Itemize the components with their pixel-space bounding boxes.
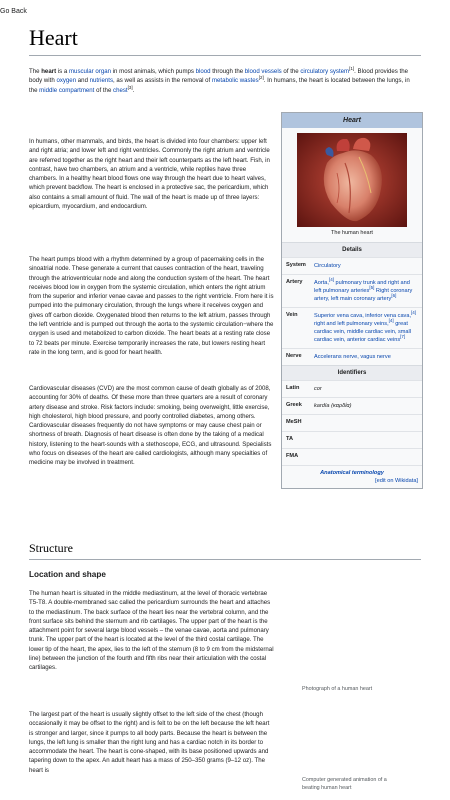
animation-caption: Computer generated animation of a beating human heart	[302, 777, 387, 791]
link-blood-vessels[interactable]: blood vessels	[244, 68, 282, 75]
link-oxygen[interactable]: oxygen	[56, 77, 77, 85]
infobox-row-vein: Vein Superior vena cava, inferior vena cava,[4] right and left pulmonary veins,[4] great cardiac vein, middle cardiac vein, small cardiac vein, anterior cardiac veins[7]	[282, 307, 422, 348]
edit-wikidata-link[interactable]: [edit on Wikidata]	[375, 478, 418, 484]
infobox	[281, 112, 423, 489]
location-paragraph: The human heart is situated in the middle mediastinum, at the level of thoracic vertebrae T5-T8. A double-membraned sac called the pericardium surrounds the heart and attaches to the mediastinum. The back surface of the heart lies near the vertebral column, and the front surface sits behind the sternum and rib cartilages. The upper part of the heart is the attachment point for several large blood vessels – the venae cavae, aorta and pulmonary trunk. The upper part of the heart is located at the level of the third costal cartilage. The lower tip of the heart, the apex, lies to the left of the sternum (8 to 9 cm from the midsternal line) between the junction of the fourth and fifth ribs near their articulation with the costal cartilages.	[29, 590, 274, 672]
link-metabolic-wastes[interactable]: metabolic wastes	[211, 77, 259, 85]
link-blood[interactable]: blood	[195, 68, 211, 75]
infobox-row-artery: Artery Aorta,[4] pulmonary trunk and right and left pulmonary arteries[5] Right coronary artery, left main coronary artery[6]	[282, 274, 422, 307]
rhythm-paragraph: The heart pumps blood with a rhythm determined by a group of pacemaking cells in the sinoatrial node. These generate a current that causes contraction of the heart, traveling through the atrioventricular node and along the conduction system of the heart. The heart receives blood low in oxygen from the systemic circulation, which enters the right atrium from the superior and inferior venae cavae and passes to the right ventricle. From here it is pumped into the pulmonary circulation, through the lungs where it receives oxygen and gives off carbon dioxide. Oxygenated blood then returns to the left atrium, passes through the left ventricle and is pumped out through the aorta to the systemic circulation−where the oxygen is used and metabolized to carbon dioxide. The heart beats at a resting rate close to 72 beats per minute. Exercise temporarily increases the rate, but lowers resting heart rate in the long term, and is good for heart health.	[29, 256, 274, 356]
section-divider	[29, 559, 421, 560]
infobox-details-heading: Details	[282, 242, 422, 257]
photo-caption: Photograph of a human heart	[302, 686, 373, 692]
link-nutrients[interactable]: nutrients	[89, 77, 114, 85]
infobox-caption: The human heart	[331, 230, 373, 236]
link-middle-compartment[interactable]: middle compartment	[39, 86, 95, 94]
link-circulatory-system[interactable]: circulatory system	[300, 68, 350, 75]
infobox-row-system: System Circulatory	[282, 257, 422, 274]
title-divider	[29, 55, 421, 56]
infobox-row-ta: TA	[282, 431, 422, 448]
page-title: Heart	[29, 25, 78, 50]
disease-paragraph: Cardiovascular diseases (CVD) are the most common cause of death globally as of 2008, accounting for 30% of deaths. Of these more than three quarters are a result of coronary artery disease and stroke. Risk factors include: smoking, being overweight, little exercise, high cholesterol, high blood pressure, and poorly controlled diabetes, among others. Cardiovascular diseases frequently do not have symptoms or may cause chest pain or shortness of breath. Diagnosis of heart disease is often done by the taking of a medical history, listening to the heart-sounds with a stethoscope, ECG, and ultrasound. Specialists who focus on diseases of the heart are called cardiologists, although many specialties of medicine may be involved in treatment.	[29, 385, 272, 467]
infobox-row-greek: Greek kardía (καρδία)	[282, 397, 422, 414]
intro-paragraph: The heart is a muscular organ in most animals, which pumps blood through the blood vessels of the circulatory system[1]. Blood provides the body with oxygen and nutrients, as well as assists in the removal of metabolic wastes[2]. In humans, the heart is located between the lungs, in the middle compartment of the chest[3].	[29, 65, 410, 94]
infobox-row-mesh: MeSH	[282, 414, 422, 431]
chambers-paragraph: In humans, other mammals, and birds, the heart is divided into four chambers: upper left and right atria; and lower left and right ventricles. Commonly the right atrium and ventricle are referred together as the right heart and their left counterparts as the left heart. Fish, in contrast, have two chambers, an atrium and a ventricle, while reptiles have three chambers. In a healthy heart blood flows one way through the heart due to heart valves, which prevent backflow. The heart is enclosed in a protective sac, the pericardium, which also contains a small amount of fluid. The wall of the heart is made up of three layers: epicardium, myocardium, and endocardium.	[29, 138, 270, 211]
infobox-identifiers-heading: Identifiers	[282, 365, 422, 380]
go-back-button[interactable]: Go Back	[0, 8, 27, 15]
section-location-heading: Location and shape	[29, 570, 106, 579]
link-chest[interactable]: chest	[113, 86, 128, 94]
link-muscular-organ[interactable]: muscular organ	[68, 68, 111, 75]
shape-paragraph: The largest part of the heart is usually slightly offset to the left side of the chest (though occasionally it may be offset to the right) and is felt to be on the left because the left heart is stronger and larger, since it pumps to all body parts. Because the heart is between the lungs, the left lung is smaller than the right lung and has a cardiac notch in its border to accommodate the heart. The heart is cone-shaped, with its base positioned upwards and tapering down to the apex. An adult heart has a mass of 250–350 grams (9–12 oz). The heart is	[29, 711, 270, 774]
section-structure-heading: Structure	[29, 541, 73, 555]
infobox-title: Heart	[282, 113, 422, 128]
infobox-row-fma: FMA	[282, 448, 422, 465]
heart-image[interactable]	[297, 133, 407, 227]
anatomical-terminology-link[interactable]: Anatomical terminology	[320, 470, 384, 476]
infobox-row-latin: Latin cor	[282, 380, 422, 397]
infobox-row-nerve: Nerve Accelerans nerve, vagus nerve	[282, 348, 422, 365]
